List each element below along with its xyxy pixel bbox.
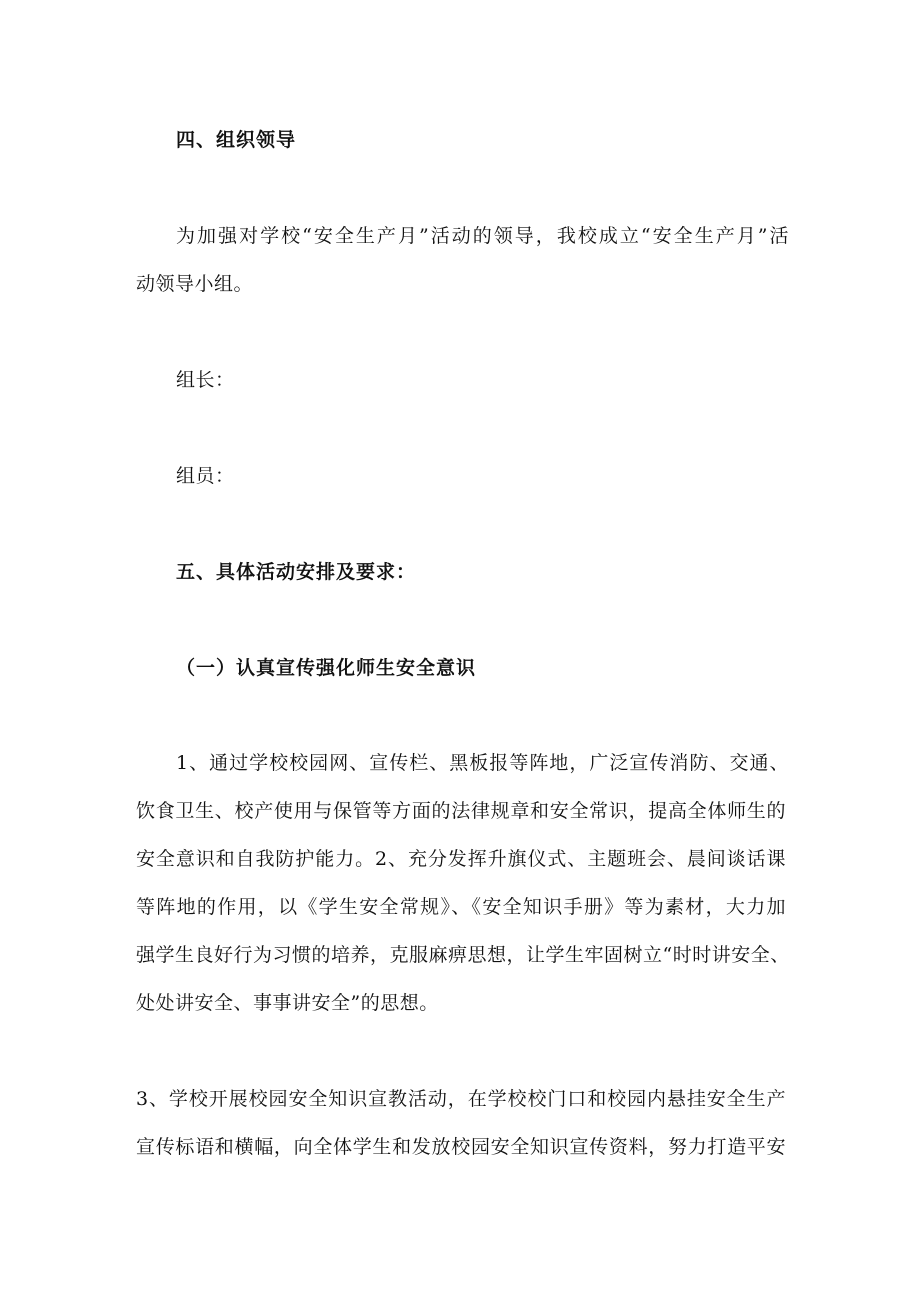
para1-line-5: 强学生良好行为习惯的培养，克服麻痹思想，让学生牢固树立“时时讲安全、 (136, 944, 790, 966)
para1-line-4: 等阵地的作用，以《学生安全常规》、《安全知识手册》等为素材，大力加 (136, 896, 786, 918)
subsection1-heading: （一）认真宣传强化师生安全意识 (176, 657, 477, 679)
section4-paragraph-line-1: 为加强对学校“安全生产月”活动的领导，我校成立“安全生产月”活 (176, 225, 789, 247)
para1-line-3: 安全意识和自我防护能力。2、充分发挥升旗仪式、主题班会、晨间谈话课 (136, 848, 786, 870)
section5-heading: 五、具体活动安排及要求： (176, 561, 417, 583)
para3-line-2: 宣传标语和横幅，向全体学生和发放校园安全知识宣传资料，努力打造平安 (136, 1136, 786, 1158)
para1-line-6: 处处讲安全、事事讲安全”的思想。 (136, 992, 439, 1014)
section4-heading: 四、组织领导 (176, 129, 297, 151)
members-label: 组员： (176, 465, 235, 487)
section4-paragraph-line-2: 动领导小组。 (136, 273, 254, 295)
para3-line-1: 3、学校开展校园安全知识宣教活动，在学校校门口和校园内悬挂安全生产 (136, 1088, 786, 1110)
para1-line-2: 饮食卫生、校产使用与保管等方面的法律规章和安全常识，提高全体师生的 (136, 800, 786, 822)
leader-label: 组长： (176, 369, 235, 391)
para1-line-1: 1、通过学校校园网、宣传栏、黑板报等阵地，广泛宣传消防、交通、 (176, 752, 789, 774)
